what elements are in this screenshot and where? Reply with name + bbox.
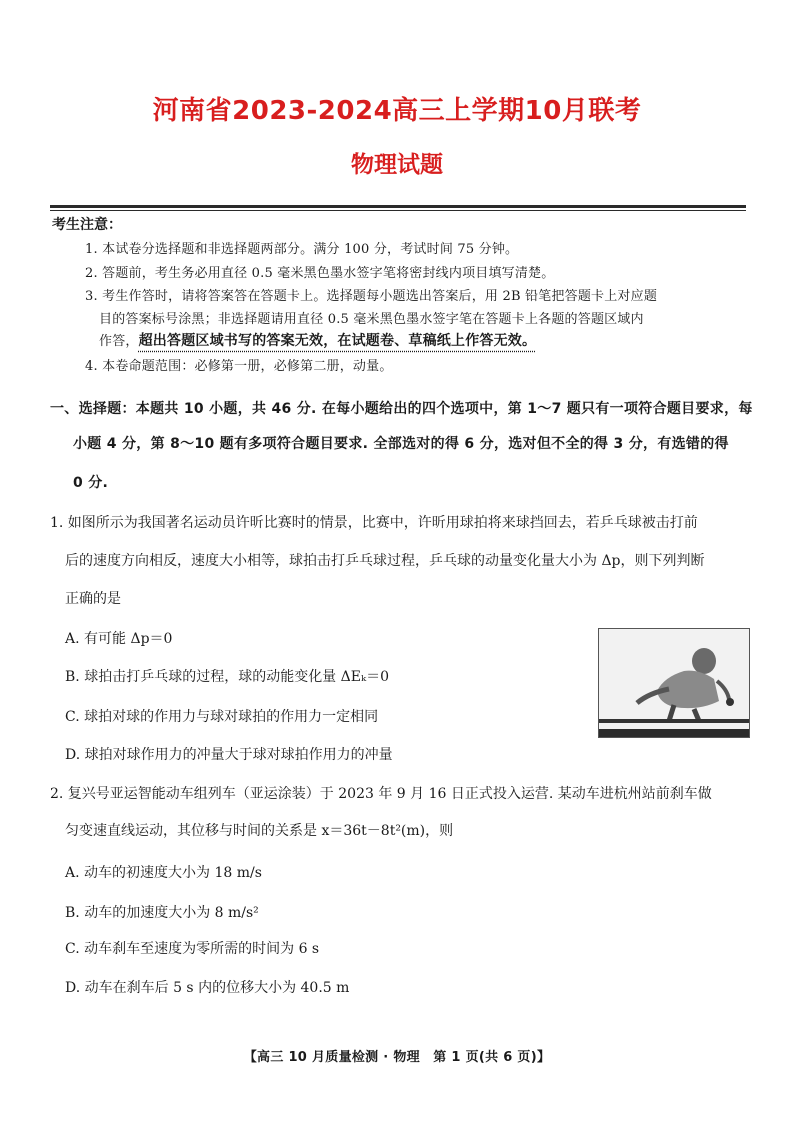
question-1-option-d: D. 球拍对球作用力的冲量大于球对球拍作用力的冲量 [65, 747, 393, 763]
question-2-stem: 匀变速直线运动，其位移与时间的关系是 x＝36t－8t²(m)，则 [65, 823, 454, 839]
question-1-stem: 1. 如图所示为我国著名运动员许昕比赛时的情景，比赛中，许昕用球拍将来球挡回去，若乒乓球被击打前 [50, 515, 698, 531]
header-divider-thick [50, 205, 746, 208]
notice-item: 3. 考生作答时，请将答案答在答题卡上。选择题每小题选出答案后，用 2B 铅笔把答题卡上对应题 [85, 289, 658, 304]
notice-item-lead [99, 330, 536, 350]
question-1-stem: 后的速度方向相反，速度大小相等，球拍击打乒乓球过程，乒乓球的动量变化量大小为 Δp，则下列判断 [65, 553, 705, 569]
notice-emphasis: 超出答题区域书写的答案无效，在试题卷、草稿纸上作答无效。 [138, 333, 537, 349]
question-1-option-b: B. 球拍击打乒乓球的过程，球的动能变化量 ΔEₖ＝0 [65, 669, 389, 685]
section-instructions: 小题 4 分，第 8～10 题有多项符合题目要求. 全部选对的得 6 分，选对但不全的得 3 分，有选错的得 [73, 436, 729, 452]
header-divider-thin [50, 210, 746, 211]
question-2-option-b: B. 动车的加速度大小为 8 m/s² [65, 905, 259, 921]
question-2-option-c: C. 动车刹车至速度为零所需的时间为 6 s [65, 941, 320, 957]
exam-subtitle: 物理试题 [351, 152, 443, 178]
photo-border-band [599, 729, 749, 737]
question-2-option-a: A. 动车的初速度大小为 18 m/s [65, 865, 262, 881]
table-tennis-photo [598, 628, 750, 738]
question-2-stem: 2. 复兴号亚运智能动车组列车（亚运涂装）于 2023 年 9 月 16 日正式投入运营. 某动车进杭州站前刹车做 [50, 786, 712, 802]
notice-item: 2. 答题前，考生务必用直径 0.5 毫米黑色墨水签字笔将密封线内项目填写清楚。 [85, 266, 555, 281]
player-figure [629, 641, 739, 721]
ping-pong-table [599, 719, 749, 723]
notice-item: 作答， [99, 334, 139, 349]
section-instructions: 0 分. [73, 475, 109, 491]
question-1-option-c: C. 球拍对球的作用力与球对球拍的作用力一定相同 [65, 709, 379, 725]
section-instructions: 一、选择题：本题共 10 小题，共 46 分. 在每小题给出的四个选项中，第 1～7 题只有一项符合题目要求，每 [50, 401, 753, 417]
notice-item: 1. 本试卷分选择题和非选择题两部分。满分 100 分，考试时间 75 分钟。 [85, 242, 519, 257]
notice-heading: 考生注意： [52, 217, 122, 233]
notice-item: 4. 本卷命题范围：必修第一册，必修第二册，动量。 [85, 359, 393, 374]
question-1-option-a: A. 有可能 Δp＝0 [65, 631, 173, 647]
page-footer: 【高三 10 月质量检测 · 物理 第 1 页(共 6 页)】 [243, 1050, 551, 1065]
question-1-stem: 正确的是 [65, 591, 121, 607]
question-2-option-d: D. 动车在刹车后 5 s 内的位移大小为 40.5 m [65, 980, 350, 996]
notice-item: 目的答案标号涂黑；非选择题请用直径 0.5 毫米黑色墨水签字笔在答题卡上各题的答题区域内 [99, 312, 644, 327]
exam-title: 河南省2023-2024高三上学期10月联考 [152, 96, 642, 126]
